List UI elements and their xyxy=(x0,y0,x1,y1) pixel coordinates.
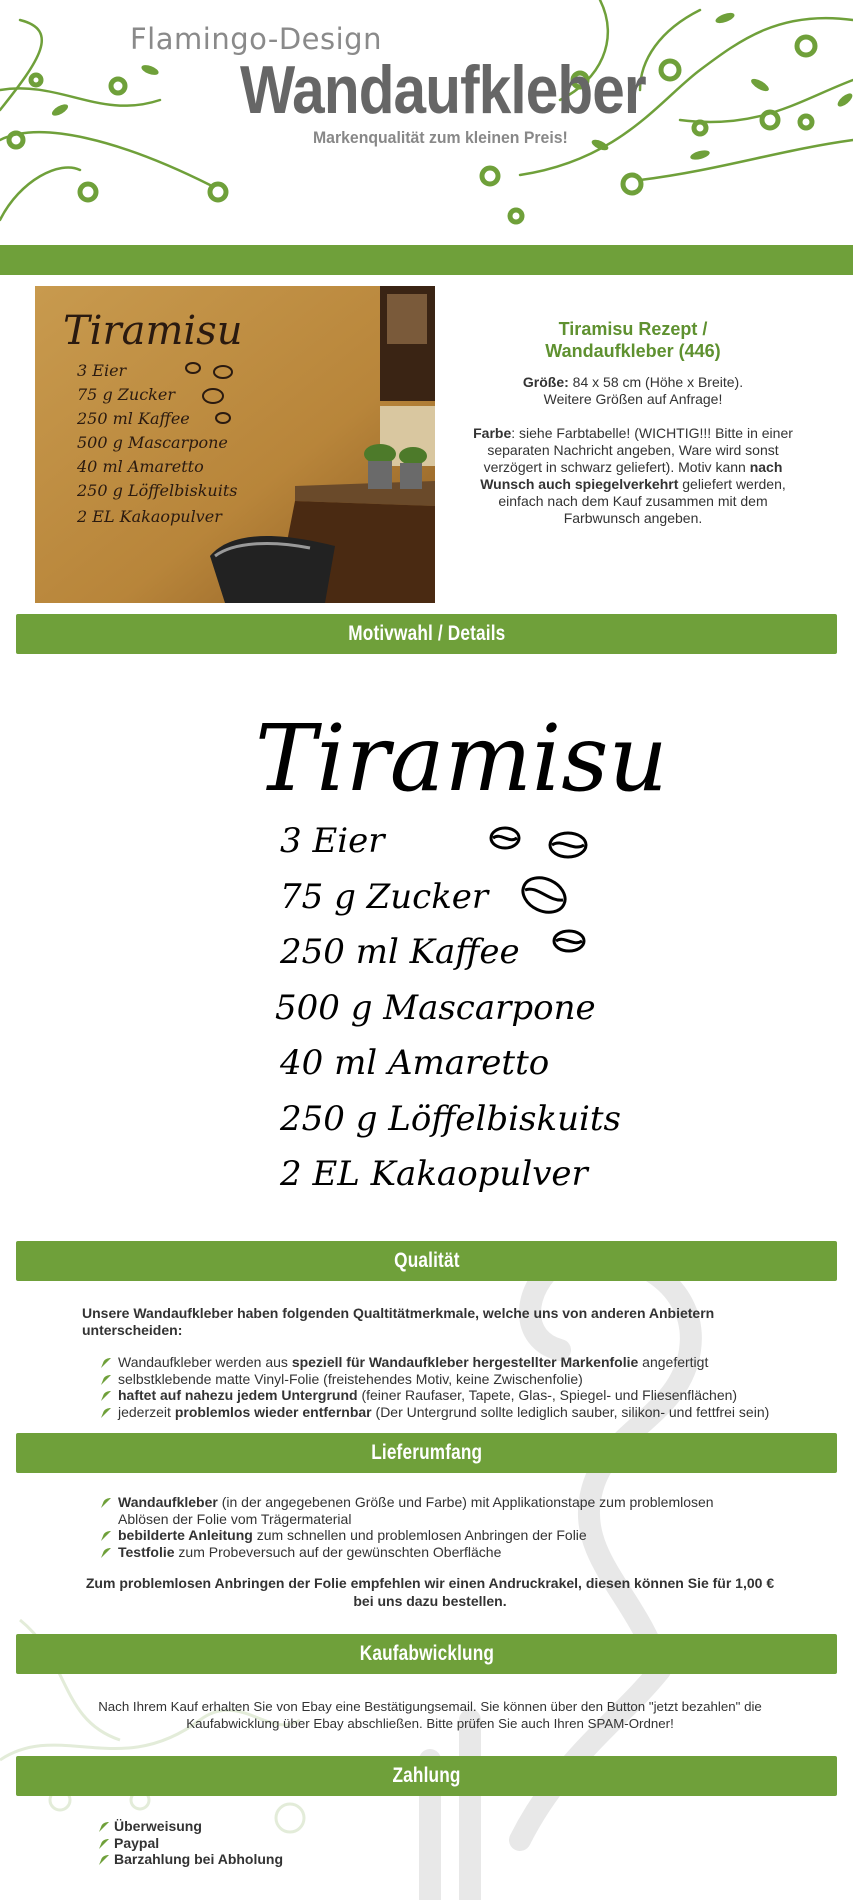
list-text: zum schnellen und problemlosen Anbringen der Folie xyxy=(252,1527,587,1543)
size-note: Weitere Größen auf Anfrage! xyxy=(543,391,723,407)
svg-text:Tiramisu: Tiramisu xyxy=(63,308,243,354)
header-green-strip xyxy=(0,245,853,275)
squeegee-note: Zum problemlosen Anbringen der Folie empfehlen wir einen Andruckrakel, diesen können Sie für 1,00 € bei uns dazu bestellen. xyxy=(85,1575,775,1609)
list-text-bold: Wandaufkleber xyxy=(118,1494,218,1510)
motif-line: 250 g Löffelbiskuits xyxy=(280,1099,621,1139)
leaf-bullet-icon xyxy=(100,1374,112,1386)
product-title-line1: Tiramisu Rezept / xyxy=(558,319,708,339)
list-item xyxy=(100,1404,800,1421)
color-label: Farbe xyxy=(473,425,512,441)
motif-title: Tiramisu xyxy=(255,705,668,812)
payment-text: Barzahlung bei Abholung xyxy=(114,1851,284,1867)
leaf-bullet-icon xyxy=(98,1854,110,1866)
leaf-bullet-icon xyxy=(100,1547,112,1559)
section-bar-lieferumfang xyxy=(16,1433,837,1473)
svg-text:3 Eier: 3 Eier xyxy=(77,361,127,380)
svg-text:2 EL Kakaopulver: 2 EL Kakaopulver xyxy=(77,507,222,526)
payment-item xyxy=(100,1835,283,1852)
svg-text:250 ml Kaffee: 250 ml Kaffee xyxy=(77,409,190,428)
header xyxy=(0,0,853,240)
motif-line: 3 Eier xyxy=(280,821,385,861)
list-text: (feiner Raufaser, Tapete, Glas-, Spiegel- und Fliesenflächen) xyxy=(357,1387,738,1403)
purchase-text: Nach Ihrem Kauf erhalten Sie von Ebay eine Bestätigungsemail. Sie können über den Button "jetzt bezahlen" die Kaufabwicklung über Ebay abschließen. Bitte prüfen Sie auch Ihren SPAM-Ordner! xyxy=(98,1699,762,1731)
product-info xyxy=(470,318,796,527)
svg-text:500 g Mascarpone: 500 g Mascarpone xyxy=(77,433,228,452)
section-bar-zahlung xyxy=(16,1756,837,1796)
leaf-bullet-icon xyxy=(98,1821,110,1833)
svg-text:40 ml Amaretto: 40 ml Amaretto xyxy=(77,457,204,476)
leaf-bullet-icon xyxy=(100,1390,112,1402)
list-item xyxy=(100,1354,800,1371)
product-photo[interactable] xyxy=(35,286,435,603)
product-photo-illustration xyxy=(35,286,435,603)
payment-text: Paypal xyxy=(114,1834,160,1851)
color-text-end: geliefert werden, einfach nach dem Kauf zusammen mit dem Farbwunsch angeben. xyxy=(498,476,786,526)
product-title xyxy=(470,318,796,362)
list-item xyxy=(100,1371,800,1388)
motif-line: 500 g Mascarpone xyxy=(275,988,596,1028)
list-item xyxy=(100,1387,800,1404)
leaf-bullet-icon xyxy=(100,1530,112,1542)
section-bar-motivwahl xyxy=(16,614,837,654)
list-text: (Der Untergrund sollte lediglich sauber, silikon- und fettfrei sein) xyxy=(371,1403,770,1420)
brand-slogan: Markenqualität zum kleinen Preis! xyxy=(313,128,568,147)
brand-title: Wandaufkleber xyxy=(240,52,646,128)
product-color-note xyxy=(470,425,796,527)
payment-text: Überweisung xyxy=(114,1818,202,1834)
leaf-bullet-icon xyxy=(98,1838,110,1850)
size-value: 84 x 58 cm (Höhe x Breite). xyxy=(568,374,744,390)
list-text-bold: speziell für Wandaufkleber hergestellter Markenfolie xyxy=(291,1354,639,1370)
section-title-motivwahl: Motivwahl / Details xyxy=(347,622,506,645)
list-text-bold: problemlos wieder entfernbar xyxy=(174,1403,372,1420)
list-text-bold: Testfolie xyxy=(118,1543,175,1560)
mirror-note: nach Wunsch auch spiegelverkehrt xyxy=(480,459,783,492)
product-size xyxy=(470,374,796,408)
quality-intro: Unsere Wandaufkleber haben folgenden Qualtitätmerkmale, welche uns von anderen Anbietern unterscheiden: xyxy=(82,1305,715,1338)
payment-item xyxy=(100,1851,283,1868)
motif-line: 250 ml Kaffee xyxy=(280,932,520,972)
section-title-kaufabwicklung: Kaufabwicklung xyxy=(359,1642,494,1665)
payment-item xyxy=(100,1818,283,1835)
leaf-bullet-icon xyxy=(100,1497,112,1509)
motif-line: 75 g Zucker xyxy=(280,877,489,917)
motif-preview xyxy=(255,680,668,1220)
brand-tagline-top: Flamingo-Design xyxy=(130,22,382,56)
motif-line: 2 EL Kakaopulver xyxy=(280,1154,588,1194)
list-text: jederzeit xyxy=(118,1403,175,1420)
motif-line: 40 ml Amaretto xyxy=(280,1043,550,1083)
list-text: zum Probeversuch auf der gewünschten Oberfläche xyxy=(174,1543,502,1560)
section-bar-qualitaet xyxy=(16,1241,837,1281)
section-title-zahlung: Zahlung xyxy=(392,1764,461,1787)
list-text: Wandaufkleber werden aus xyxy=(118,1354,292,1370)
payment-list xyxy=(100,1818,283,1868)
quality-list xyxy=(100,1354,800,1420)
list-item xyxy=(100,1527,760,1544)
product-title-line2: Wandaufkleber (446) xyxy=(545,341,721,361)
list-text: (in der angegebenen Größe und Farbe) mit Applikationstape zum problemlosen Ablösen der Folie vom Trägermaterial xyxy=(118,1494,714,1527)
leaf-bullet-icon xyxy=(100,1407,112,1419)
svg-text:250 g Löffelbiskuits: 250 g Löffelbiskuits xyxy=(77,481,238,500)
list-text: angefertigt xyxy=(638,1354,709,1370)
section-title-lieferumfang: Lieferumfang xyxy=(370,1441,483,1464)
list-text: selbstklebende matte Vinyl-Folie (freistehendes Motiv, keine Zwischenfolie) xyxy=(118,1370,583,1387)
list-text-bold: haftet auf nahezu jedem Untergrund xyxy=(118,1387,358,1403)
color-text: : siehe Farbtabelle! (WICHTIG!!! Bitte in einer separaten Nachricht angeben, Ware wird sonst verzögert in schwarz geliefert). Motiv kann xyxy=(483,425,793,475)
size-label: Größe: xyxy=(522,374,569,390)
list-item xyxy=(100,1494,760,1527)
leaf-bullet-icon xyxy=(100,1357,112,1369)
list-item xyxy=(100,1544,760,1561)
list-text-bold: bebilderte Anleitung xyxy=(118,1527,253,1543)
svg-text:75 g Zucker: 75 g Zucker xyxy=(77,385,175,404)
section-bar-kaufabwicklung xyxy=(16,1634,837,1674)
section-title-qualitaet: Qualität xyxy=(393,1249,460,1272)
delivery-list xyxy=(100,1494,760,1560)
